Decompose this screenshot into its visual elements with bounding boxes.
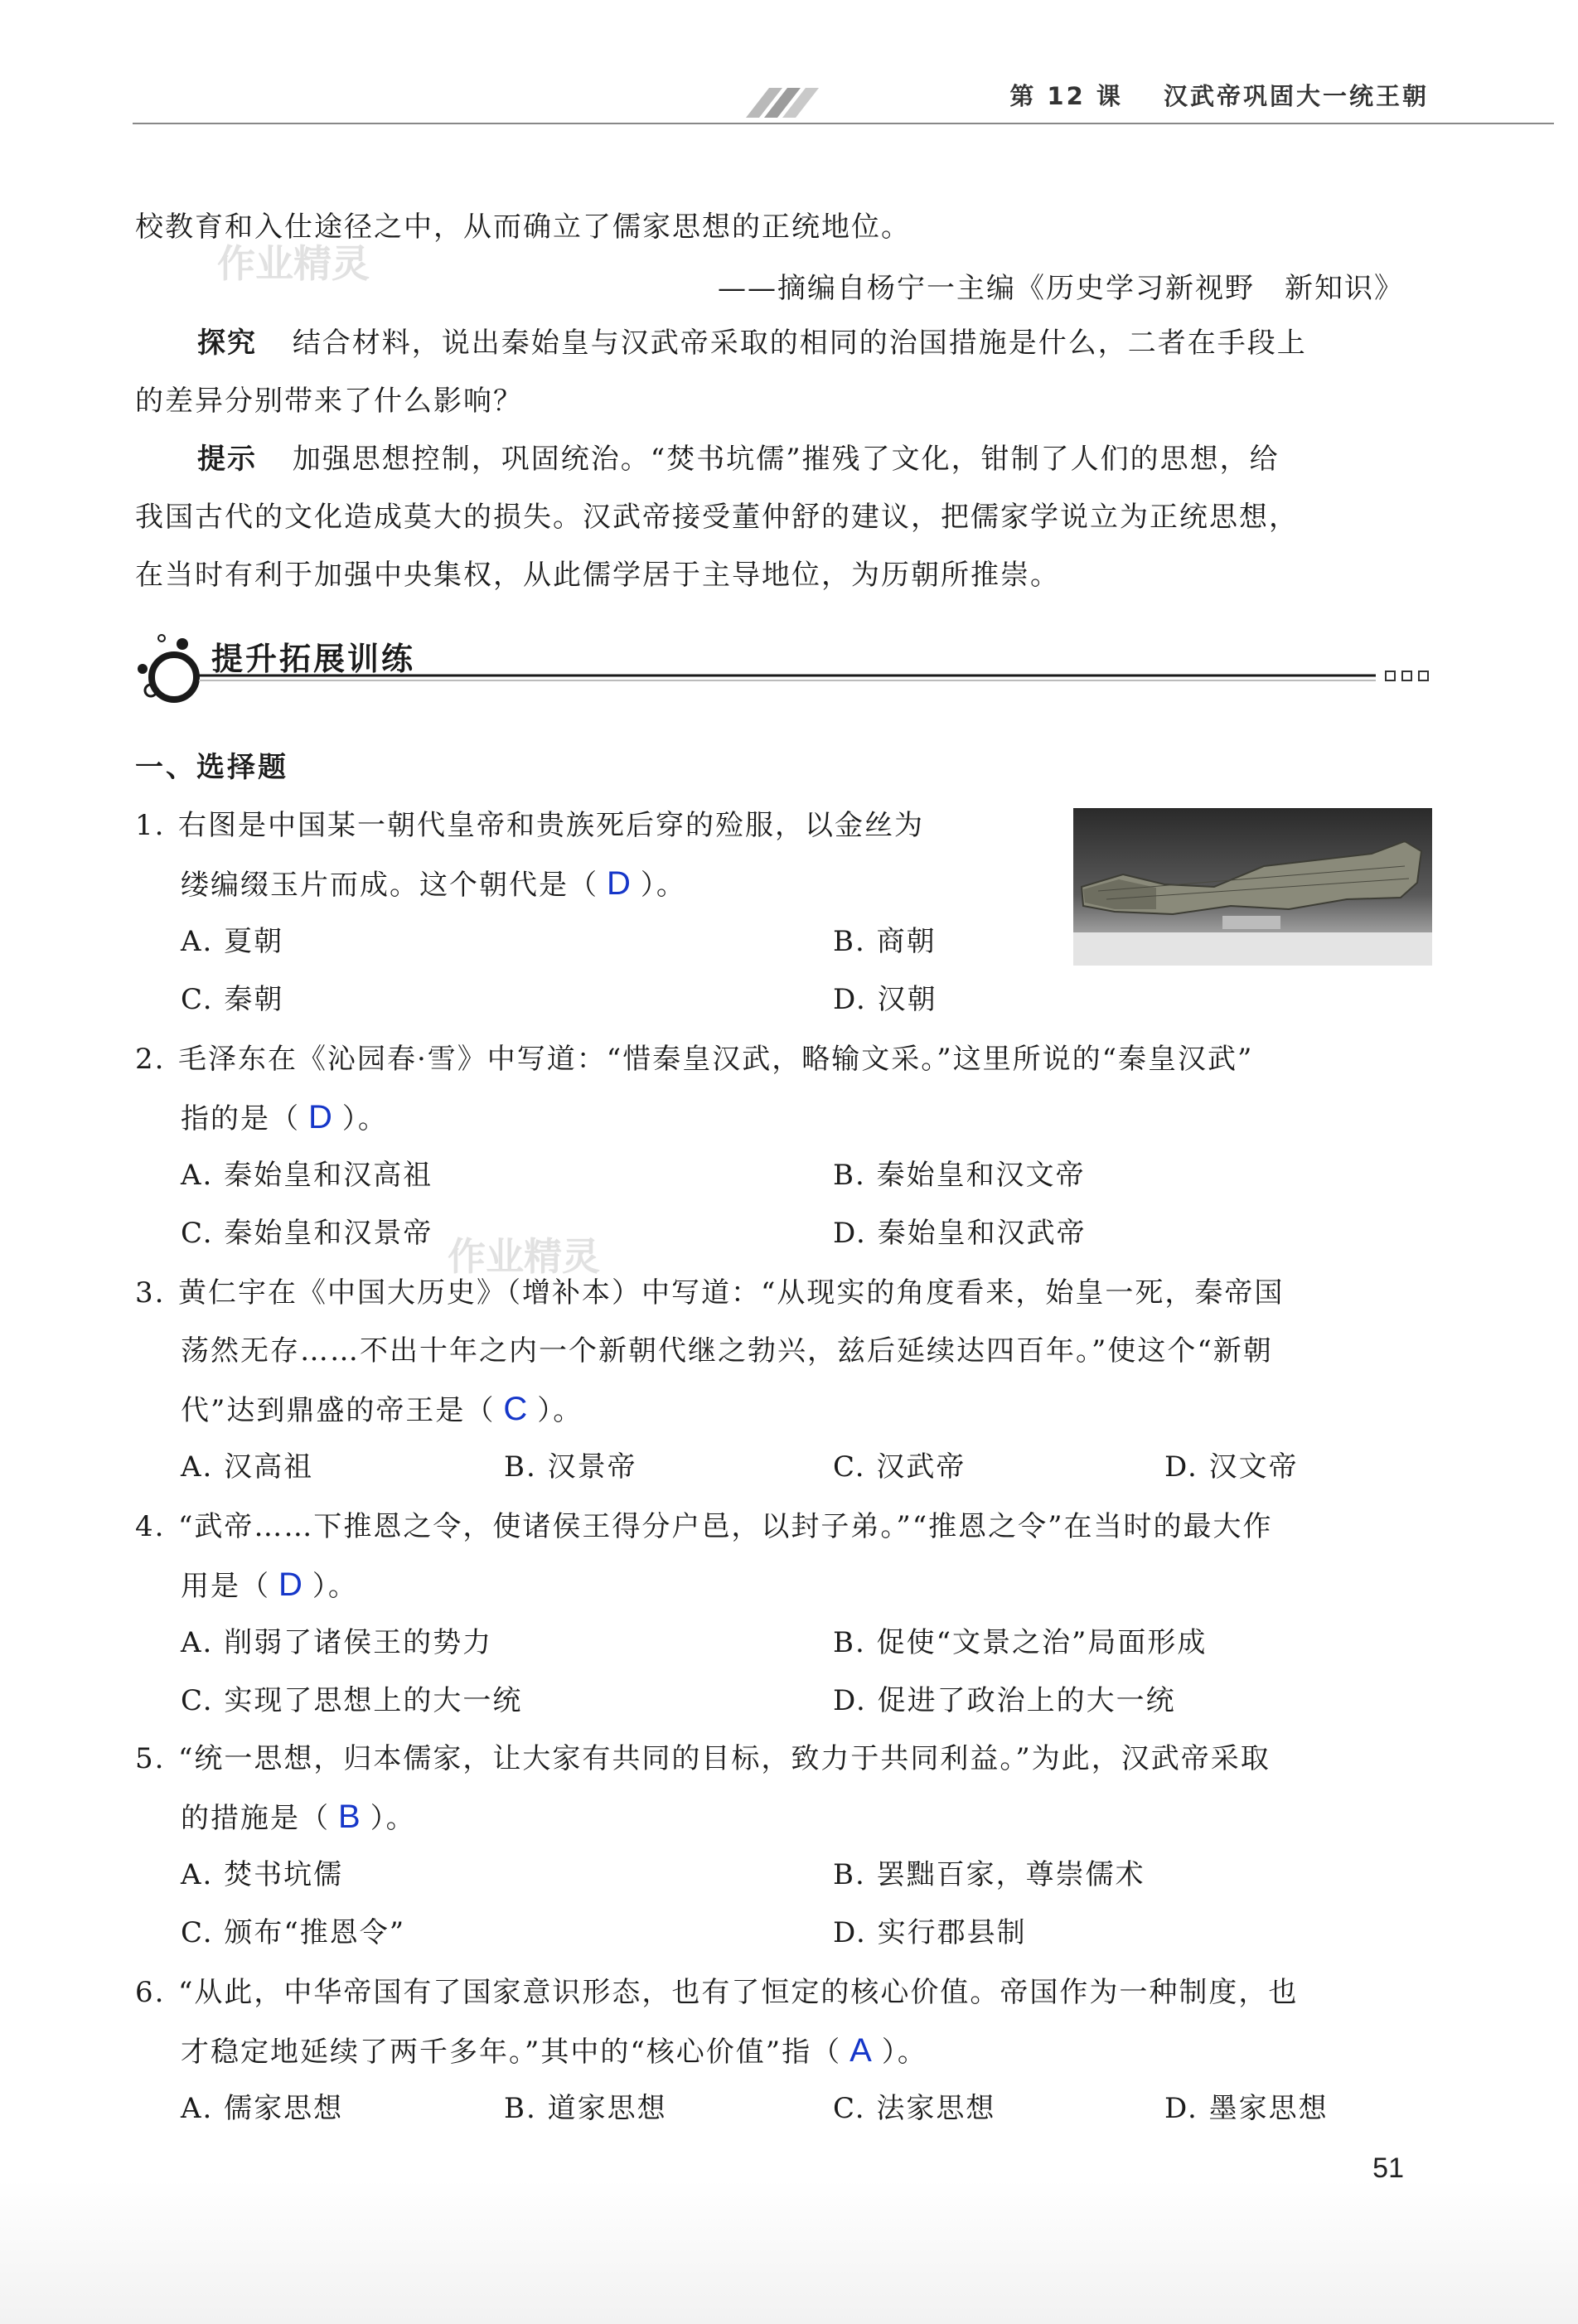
question-4-line-2: [181, 1568, 358, 1603]
question-number: 5.: [135, 1742, 166, 1775]
question-2-line-2: [181, 1101, 388, 1135]
answer-mark: A: [850, 2032, 874, 2069]
option-c: C. 实现了思想上的大一统: [181, 1684, 523, 1717]
hint-label: 提示: [197, 443, 257, 476]
question-text: 右图是中国某一朝代皇帝和贵族死后穿的殓服，以金丝为: [178, 809, 924, 842]
question-5-line-1: [135, 1742, 1271, 1775]
option-c: C. 汉武帝: [833, 1450, 966, 1484]
watermark: 作业精灵: [217, 241, 370, 286]
question-2-line-1: [135, 1043, 1253, 1076]
option-b: B. 促使“文景之治”局面形成: [833, 1626, 1208, 1659]
question-text: ）。: [640, 869, 686, 902]
answer-mark: C: [503, 1391, 530, 1427]
explore-text-1: 结合材料，说出秦始皇与汉武帝采取的相同的治国措施是什么，二者在手段上: [292, 327, 1307, 360]
question-number: 1.: [135, 809, 166, 842]
question-6-line-1: [135, 1976, 1298, 2009]
page-number: 51: [1372, 2152, 1404, 2184]
question-number: 4.: [135, 1510, 166, 1543]
question-text: 的措施是（: [181, 1802, 330, 1835]
header-stripes-decoration: [746, 80, 845, 121]
option-c: C. 颁布“推恩令”: [181, 1916, 406, 1949]
question-3-line-3: [181, 1392, 583, 1427]
question-text: 代”达到鼎盛的帝王是（: [181, 1394, 496, 1427]
option-a: A. 汉高祖: [181, 1450, 314, 1484]
explore-text-2: 的差异分别带来了什么影响？: [135, 385, 523, 418]
question-text: ）。: [312, 1570, 358, 1603]
question-6-line-2: [181, 2034, 927, 2069]
option-d: D. 秦始皇和汉武帝: [833, 1217, 1087, 1250]
option-c: C. 秦始皇和汉景帝: [181, 1217, 433, 1250]
question-text: ）。: [341, 1102, 388, 1135]
option-b: B. 秦始皇和汉文帝: [833, 1159, 1086, 1192]
answer-mark: D: [308, 1099, 334, 1135]
option-d: D. 实行郡县制: [833, 1916, 1027, 1949]
hint-text-1: 加强思想控制，巩固统治。“焚书坑儒”摧残了文化，钳制了人们的思想，给: [292, 443, 1280, 476]
option-c: C. 秦朝: [181, 983, 284, 1016]
answer-mark: B: [338, 1799, 362, 1835]
watermark: 作业精灵: [448, 1234, 600, 1279]
material-text: 校教育和入仕途径之中，从而确立了儒家思想的正统地位。: [135, 211, 911, 244]
question-text: “从此，中华帝国有了国家意识形态，也有了恒定的核心价值。帝国作为一种制度，也: [178, 1976, 1299, 2009]
subsection-title: 一、选择题: [135, 751, 288, 784]
question-text: 黄仁宇在《中国大历史》（增补本）中写道：“从现实的角度看来，始皇一死，秦帝国: [178, 1276, 1285, 1310]
hint-line-1: [197, 443, 1280, 476]
question-text: ）。: [370, 1802, 416, 1835]
question-text: “武帝……下推恩之令，使诸侯王得分户邑，以封子弟。”“推恩之令”在当时的最大作: [178, 1510, 1273, 1543]
question-3-line-1: [135, 1276, 1284, 1310]
question-text: 缕编缀玉片而成。这个朝代是（: [181, 869, 598, 902]
running-header: [1009, 78, 1429, 112]
question-3-line-2: 荡然无存……不出十年之内一个新朝代继之勃兴，兹后延续达四百年。”使这个“新朝: [181, 1334, 1273, 1368]
question-4-line-1: [135, 1510, 1273, 1543]
option-d: D. 墨家思想: [1164, 2092, 1329, 2125]
section-title: 提升拓展训练: [211, 641, 416, 677]
question-text: 毛泽东在《沁园春·雪》中写道：“惜秦皇汉武，略输文采。”这里所说的“秦皇汉武”: [178, 1043, 1254, 1076]
question-1-line-2: [181, 867, 686, 902]
lesson-title: 汉武帝巩固大一统王朝: [1163, 82, 1429, 110]
option-b: B. 道家思想: [504, 2092, 667, 2125]
question-number: 2.: [135, 1043, 166, 1076]
jade-burial-suit-photo: [1073, 808, 1432, 966]
option-d: D. 促进了政治上的大一统: [833, 1684, 1176, 1717]
header-rule: [133, 123, 1554, 124]
material-source: ——摘编自杨宁一主编《历史学习新视野 新知识》: [718, 272, 1404, 305]
lesson-number: 第 12 课: [1009, 82, 1123, 110]
option-b: B. 罢黜百家，尊崇儒术: [833, 1858, 1145, 1891]
question-text: “统一思想，归本儒家，让大家有共同的目标，致力于共同利益。”为此，汉武帝采取: [178, 1742, 1271, 1775]
question-text: 指的是（: [181, 1102, 300, 1135]
option-c: C. 法家思想: [833, 2092, 996, 2125]
question-text: 用是（: [181, 1570, 270, 1603]
explore-line-1: [197, 327, 1307, 360]
explore-label: 探究: [197, 327, 257, 360]
question-number: 6.: [135, 1976, 166, 2009]
question-text: 才稳定地延续了两千多年。”其中的“核心价值”指（: [181, 2036, 842, 2069]
option-d: D. 汉文帝: [1164, 1450, 1299, 1484]
question-text: ）。: [881, 2036, 927, 2069]
question-text: ）。: [537, 1394, 583, 1427]
page-bottom-shade: [0, 2180, 1578, 2324]
option-a: A. 削弱了诸侯王的势力: [181, 1626, 493, 1659]
hint-text-2: 我国古代的文化造成莫大的损失。汉武帝接受董仲舒的建议，把儒家学说立为正统思想，: [135, 501, 1299, 534]
option-a: A. 夏朝: [181, 925, 284, 958]
question-1-line-1: [135, 809, 924, 842]
option-a: A. 儒家思想: [181, 2092, 344, 2125]
option-b: B. 商朝: [833, 925, 937, 958]
hint-text-3: 在当时有利于加强中央集权，从此儒学居于主导地位，为历朝所推崇。: [135, 559, 1060, 592]
option-d: D. 汉朝: [833, 983, 937, 1016]
option-b: B. 汉景帝: [504, 1450, 637, 1484]
answer-mark: D: [278, 1566, 304, 1603]
answer-mark: D: [607, 865, 632, 902]
option-a: A. 秦始皇和汉高祖: [181, 1159, 433, 1192]
question-5-line-2: [181, 1800, 416, 1835]
option-a: A. 焚书坑儒: [181, 1858, 344, 1891]
question-number: 3.: [135, 1276, 166, 1310]
